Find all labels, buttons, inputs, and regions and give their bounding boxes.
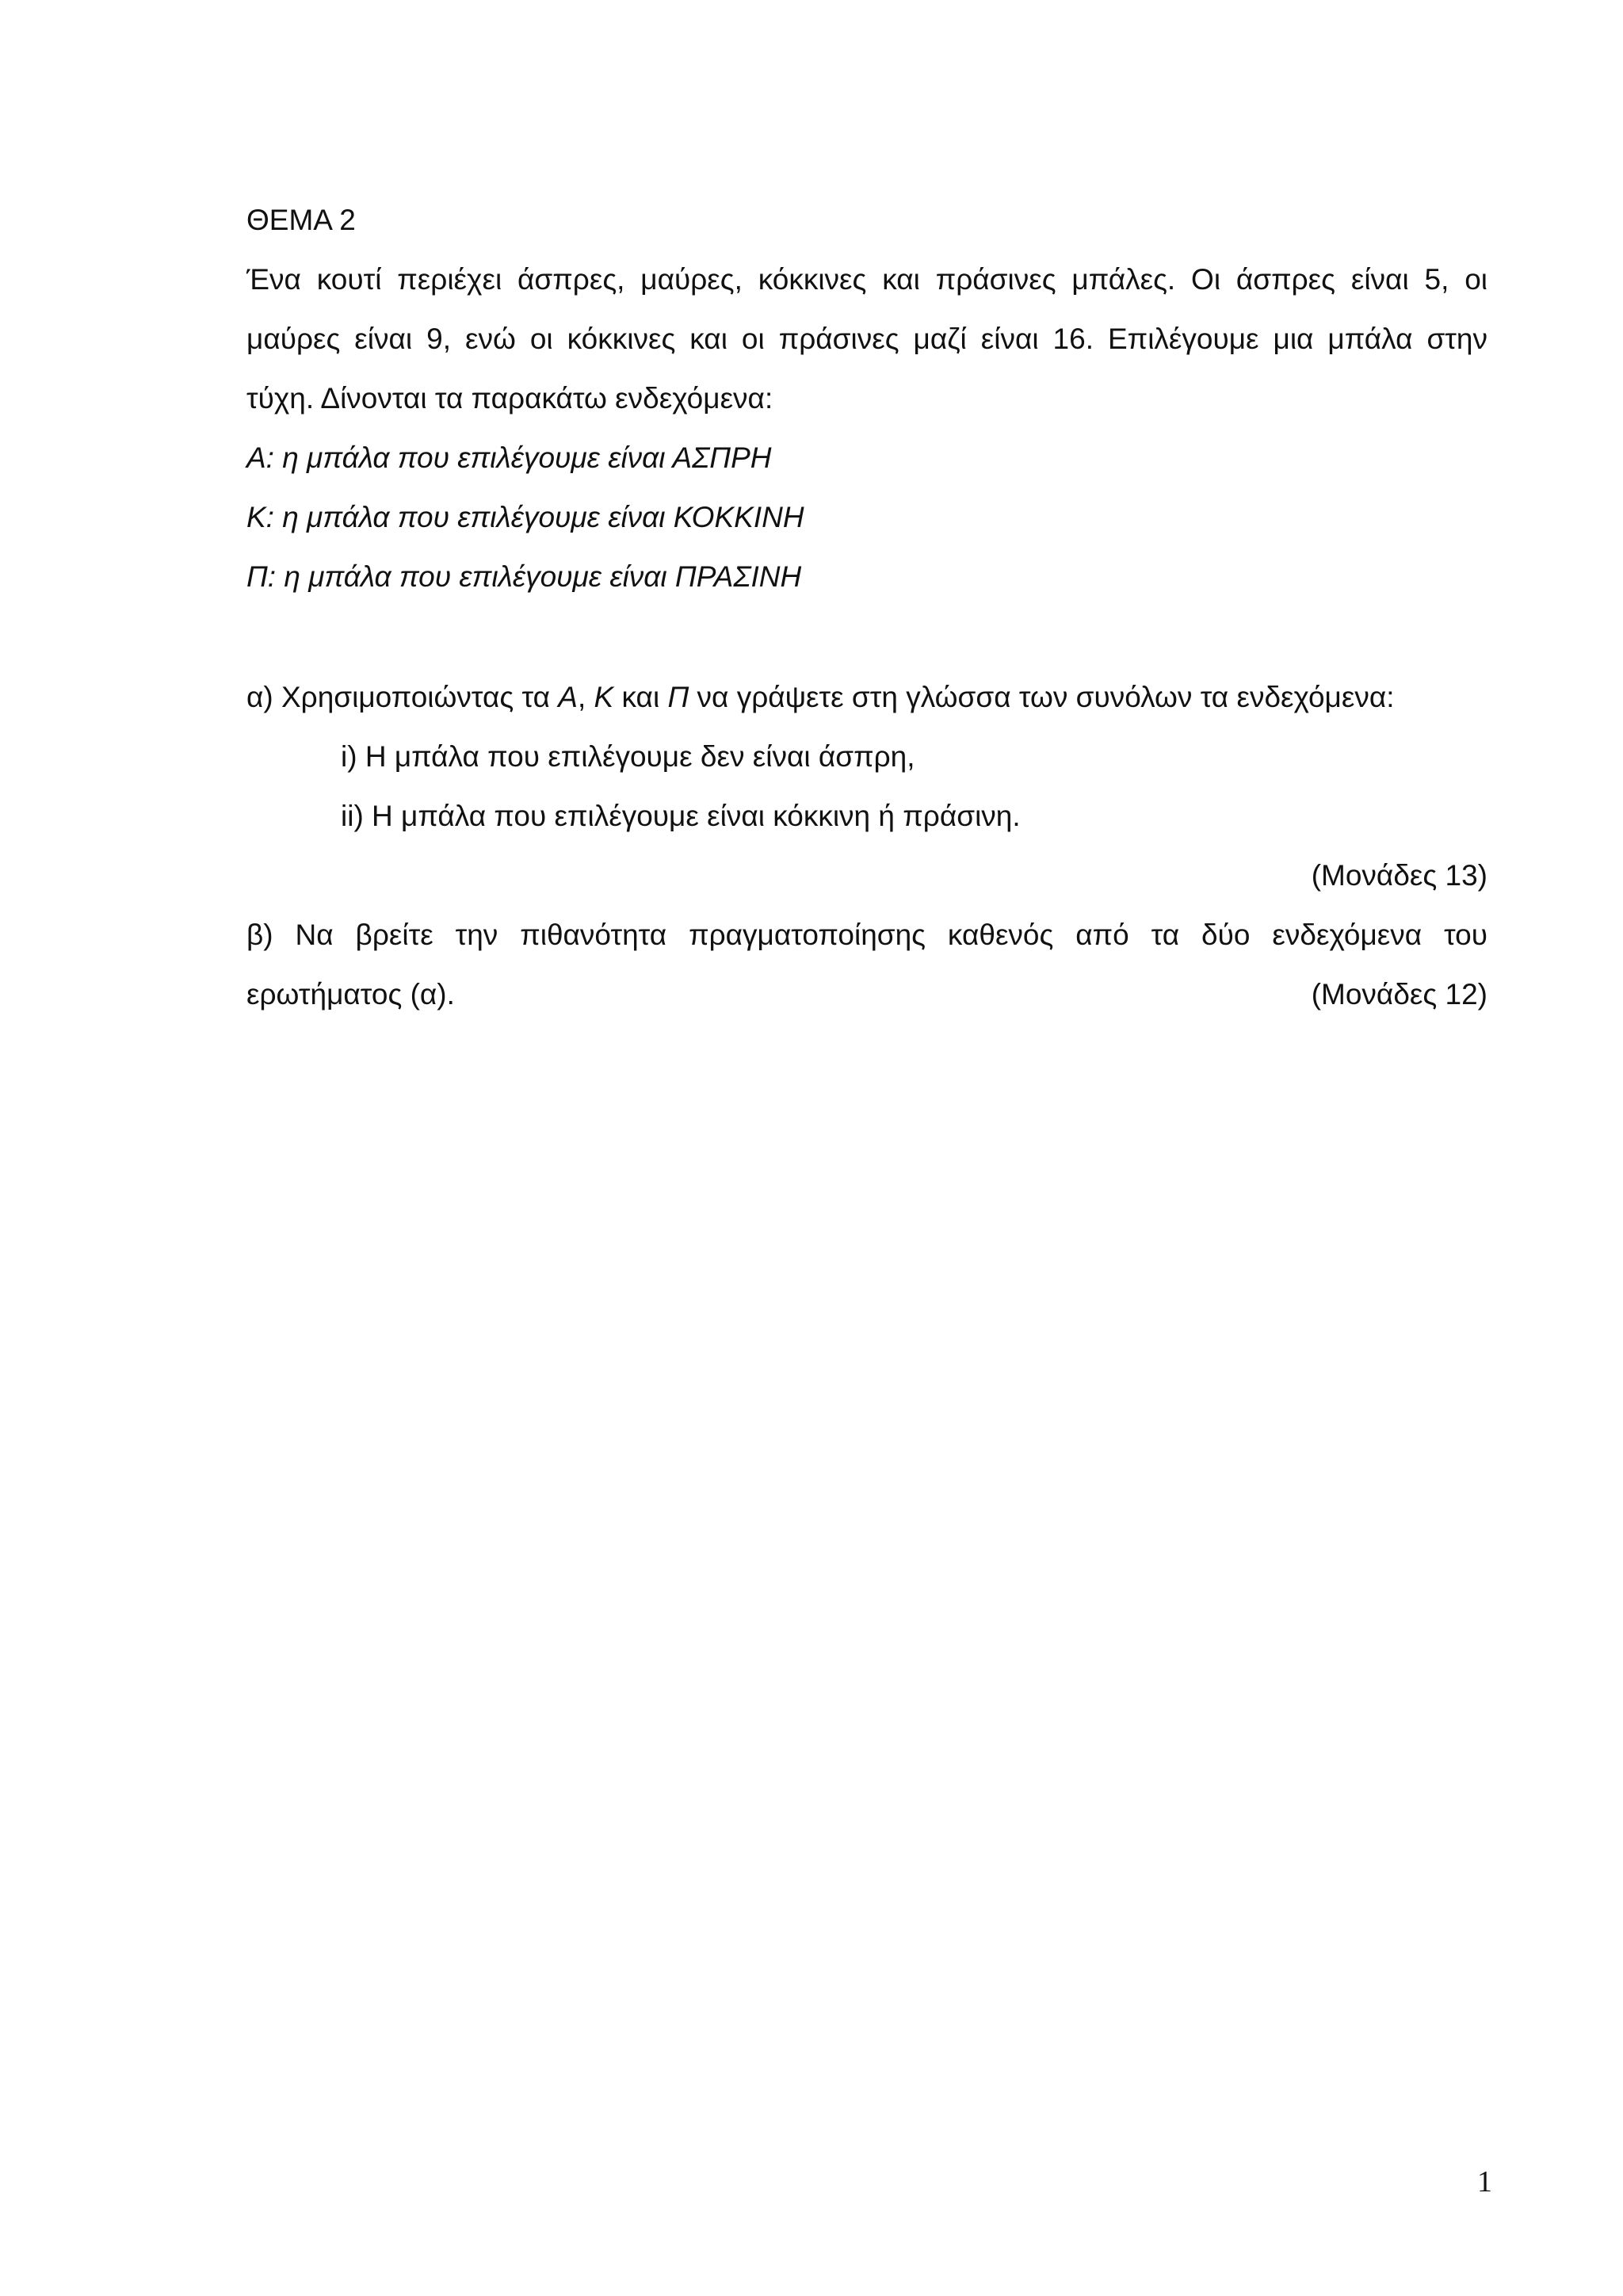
question-a-sep-1: , (577, 681, 594, 713)
question-a-prefix: α) Χρησιμοποιώντας τα (246, 681, 559, 713)
intro-line-3: τύχη. Δίνονται τα παρακάτω ενδεχόμενα: (246, 382, 773, 415)
event-p: Π: η μπάλα που επιλέγουμε είναι ΠΡΑΣΙΝΗ (246, 560, 802, 593)
question-b-line-1: β) Να βρείτε την πιθανότητα πραγματοποίησης καθενός από τα δύο ενδεχόμενα του (246, 919, 1487, 951)
question-b-marks: (Μονάδες 12) (1311, 978, 1487, 1010)
page-number: 1 (1477, 2165, 1492, 2199)
event-a: Α: η μπάλα που επιλέγουμε είναι ΑΣΠΡΗ (246, 441, 772, 474)
question-b-line-2: ερωτήματος (α). (246, 978, 455, 1010)
question-a-text (246, 678, 1395, 717)
intro-line-2: μαύρες είναι 9, ενώ οι κόκκινες και οι πράσινες μαζί είναι 16. Επιλέγουμε μια μπάλα στην (246, 323, 1487, 355)
section-heading: ΘΕΜΑ 2 (246, 204, 356, 236)
question-a-suffix: να γράψετε στη γλώσσα των συνόλων τα ενδεχόμενα: (689, 681, 1395, 713)
event-k: Κ: η μπάλα που επιλέγουμε είναι ΚΟΚΚΙΝΗ (246, 501, 804, 533)
question-a-item-i: i) Η μπάλα που επιλέγουμε δεν είναι άσπρη, (341, 740, 915, 773)
question-a-marks: (Μονάδες 13) (1311, 859, 1487, 892)
intro-line-1: Ένα κουτί περιέχει άσπρες, μαύρες, κόκκινες και πράσινες μπάλες. Οι άσπρες είναι 5, οι (246, 263, 1487, 296)
question-a-var-k: Κ (594, 681, 614, 713)
question-a-var-p: Π (667, 681, 689, 713)
question-a-var-a: Α (558, 681, 578, 713)
question-a-item-ii: ii) Η μπάλα που επιλέγουμε είναι κόκκινη ή πράσινη. (341, 800, 1021, 832)
question-a-sep-2: και (613, 681, 668, 713)
